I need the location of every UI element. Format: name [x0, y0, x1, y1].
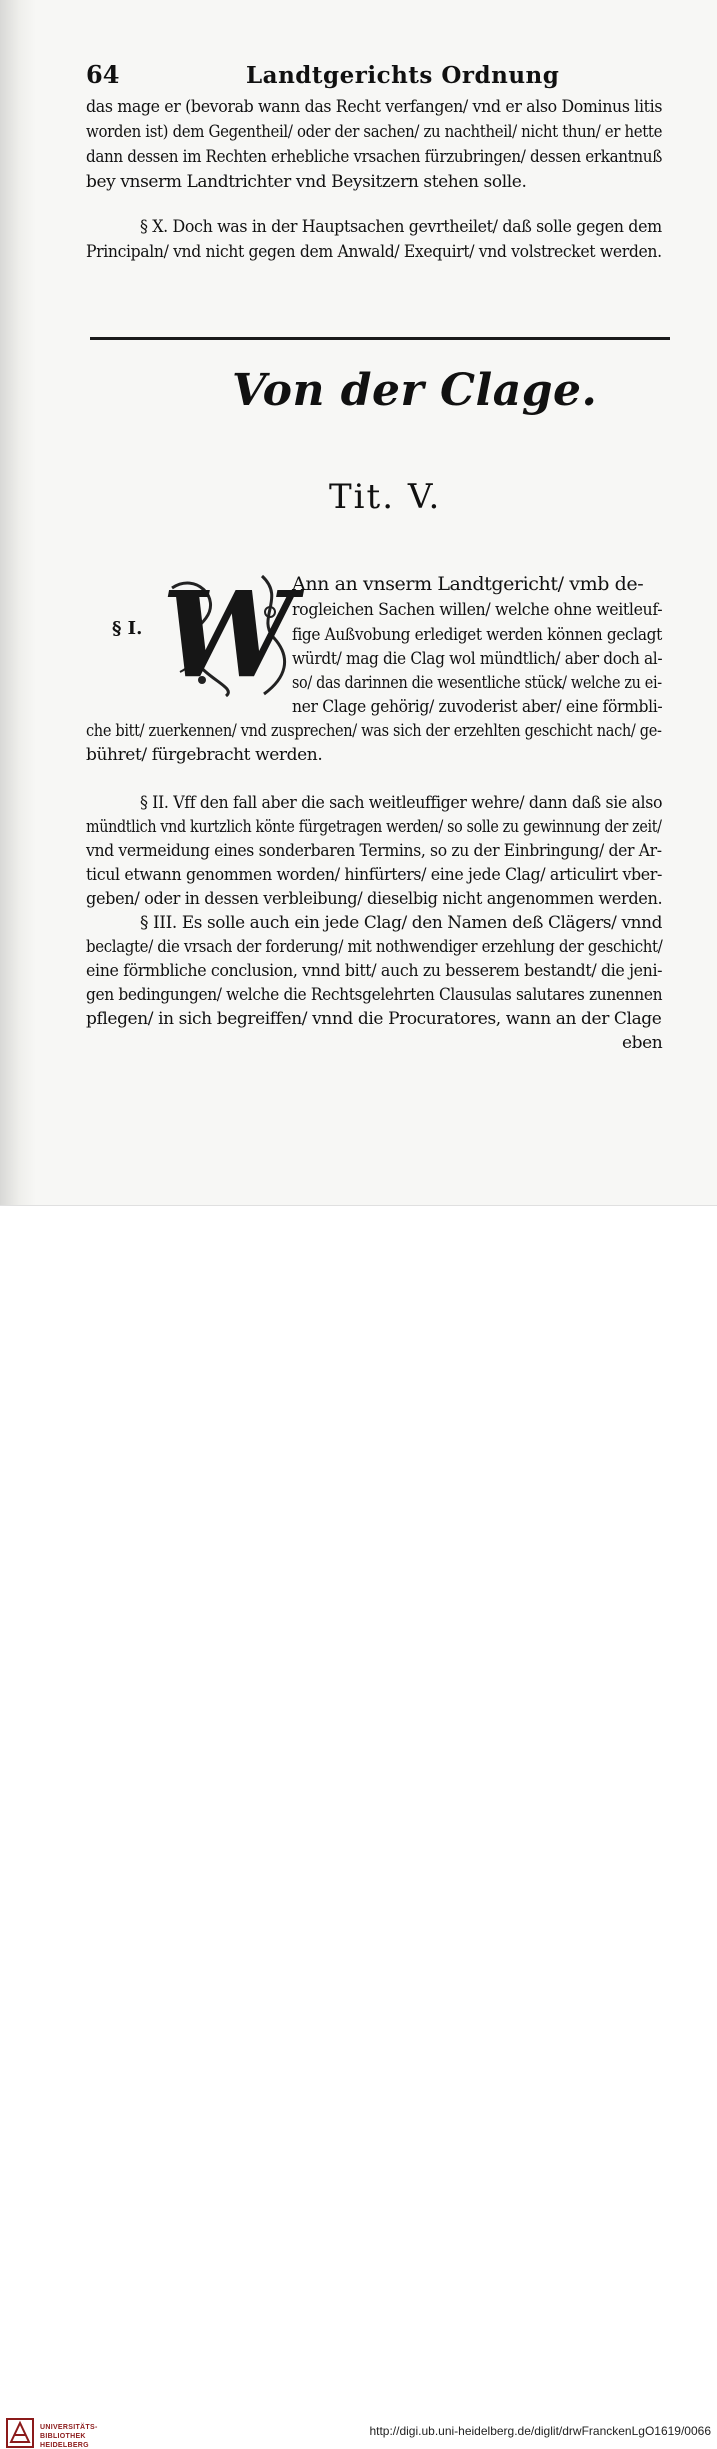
text-line: ner Clage gehörig/ zuvoderist aber/ eine förmbli-	[292, 697, 663, 717]
text-line: pflegen/ in sich begreiffen/ vnnd die Procuratores, wann an der Clage	[86, 1009, 662, 1029]
text-line: fige Außvobung erlediget werden können geclagt	[292, 625, 662, 645]
text-line: bey vnserm Landtrichter vnd Beysitzern stehen solle.	[86, 172, 527, 192]
catchword: eben	[622, 1033, 663, 1053]
page-edge-shadow	[0, 0, 36, 1205]
text-line: dann dessen im Rechten erhebliche vrsachen fürzubringen/ dessen erkantnuß	[86, 147, 662, 167]
text-line: worden ist) dem Gegentheil/ oder der sachen/ zu nachtheil/ nicht thun/ er hette	[86, 122, 663, 142]
text-line: § III. Es solle auch ein jede Clag/ den Namen deß Clägers/ vnnd	[140, 913, 663, 933]
viewer-footer	[0, 1205, 717, 2449]
text-line: che bitt/ zuerkennen/ vnd zusprechen/ was sich der erzehlten geschicht nach/ ge-	[86, 721, 662, 741]
library-logo-icon	[6, 2418, 34, 2448]
text-line: Ann an vnserm Landtgericht/ vmb de-	[292, 573, 644, 595]
scanned-page	[0, 0, 717, 1205]
paragraph-marker: § I.	[112, 618, 143, 639]
logo-text-line: BIBLIOTHEK	[40, 2433, 86, 2440]
text-line: ticul etwann genommen worden/ hinfürters/ eine jede Clag/ articulirt vber-	[86, 865, 662, 885]
text-line: § X. Doch was in der Hauptsachen gevrtheilet/ daß solle gegen dem	[140, 217, 662, 237]
source-url-link[interactable]: http://digi.ub.uni-heidelberg.de/diglit/drwFranckenLgO1619/0066	[369, 2424, 711, 2438]
text-line: Principaln/ vnd nicht gegen dem Anwald/ Exequirt/ vnd volstrecket werden.	[86, 242, 662, 262]
text-line: vnd vermeidung eines sonderbaren Termins, so zu der Einbringung/ der Ar-	[86, 841, 662, 861]
text-line: das mage er (bevorab wann das Recht verfangen/ vnd er also Dominus litis	[86, 97, 663, 117]
decorated-initial	[161, 564, 295, 704]
running-title: Landtgerichts Ordnung	[246, 62, 560, 89]
text-line: würdt/ mag die Clag wol mündtlich/ aber doch al-	[292, 649, 663, 669]
text-line: bühret/ fürgebracht werden.	[86, 745, 323, 765]
text-line: eine förmbliche conclusion, vnnd bitt/ auch zu besserem bestandt/ die jeni-	[86, 961, 663, 981]
initial-letter: W	[161, 564, 295, 704]
text-line: gen bedingungen/ welche die Rechtsgelehrten Clausulas salutares zunennen	[86, 985, 663, 1005]
logo-text-line: UNIVERSITÄTS-	[40, 2424, 98, 2431]
title-number: Tit. V.	[329, 477, 442, 517]
text-line: § II. Vff den fall aber die sach weitleuffiger wehre/ dann daß sie also	[140, 793, 663, 813]
page-number: 64	[86, 60, 120, 89]
text-line: rogleichen Sachen willen/ welche ohne weitleuf-	[292, 600, 663, 620]
logo-text-line: HEIDELBERG	[40, 2442, 89, 2449]
text-line: geben/ oder in dessen verbleibung/ dieselbig nicht angenommen werden.	[86, 889, 663, 909]
text-line: mündtlich vnd kurtzlich könte fürgetragen werden/ so solle zu gewinnung der zeit/	[86, 817, 662, 837]
section-title: Von der Clage.	[232, 365, 598, 416]
text-line: so/ das darinnen die wesentliche stück/ welche zu ei-	[292, 673, 662, 693]
text-line: beclagte/ die vrsach der forderung/ mit nothwendiger erzehlung der geschicht/	[86, 937, 663, 957]
section-divider	[90, 337, 670, 340]
